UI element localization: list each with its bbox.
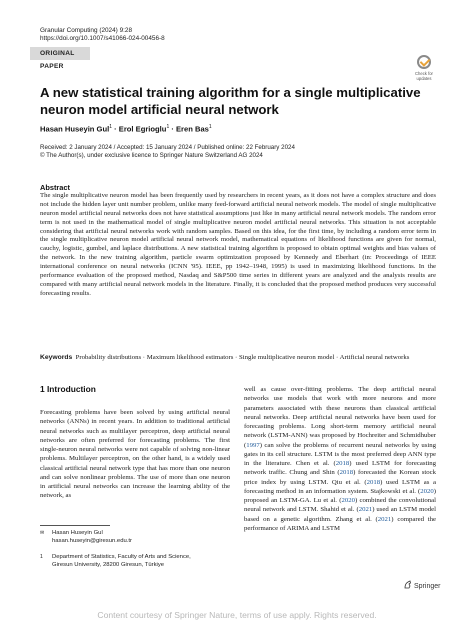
footnote-author-name: Hasan Huseyin Gul [52, 530, 103, 536]
keywords-list: Probability distributions · Maximum likelihood estimators · Single multiplicative neuron model · Artificial neural networks [75, 354, 410, 361]
check-updates-line2: updates [416, 76, 432, 81]
corresponding-author-footnote [40, 530, 132, 545]
author-name[interactable]: Erol Egrioglu [118, 124, 167, 134]
envelope-icon: ✉ [40, 530, 45, 536]
affiliation-line1: Department of Statistics, Faculty of Arts and Science, [52, 554, 191, 560]
author-list [40, 124, 212, 134]
affiliation-mark: 1 [208, 124, 212, 130]
abstract-text: The single multiplicative neuron model has been frequently used by researchers in recent years, as it does not have a complex structure and does not include the hidden layer unit number problem, unlike many feed-forward artificial neural network models. The model of single multiplicative neuron model artificial neural networks does not have statistical assumptions just like in many artificial neural network models. The random error term is not used in the mathematical model of single multiplicative neuron model artificial neural networks. This situation is not acceptable considering that artificial neural networks work with random samples. Based on this idea, for the first time, by including a random error term in the single multiplicative neuron model artificial neural network model, mathematical equations of likelihood functions are given for normal, cauchy, logistic, gumbel, and laplace distributions. A new statistical training algorithm is proposed to obtain optimal weights and bias values of the network. In the new training algorithm, particle swarm optimization proposed by Kennedy and Eberhart (in: Proceedings of IEEE international conference on neural networks (ICNN '95). IEEE, pp 1942–1948, 1995) is used in maximizing likelihood functions. In the performance evaluation of the proposed method, Nasdaq and S&P500 time series in different years are analyzed and the analysis results are compared with many artificial neural network models in the literature. Finally, it is concluded that the proposed method produces very successful forecasting results. [40, 192, 436, 297]
keywords [40, 353, 436, 362]
paper-type-label: ORIGINAL PAPER [30, 47, 90, 60]
citation-link[interactable]: 2020 [420, 487, 434, 495]
watermark-text: Content courtesy of Springer Nature, terms of use apply. Rights reserved. [97, 610, 377, 620]
history-dates: Received: 2 January 2024 / Accepted: 15 January 2024 / Published online: 22 February 2024 [40, 144, 295, 151]
journal-citation: Granular Computing (2024) 9:28 [40, 27, 133, 34]
citation-link[interactable]: 2021 [358, 506, 373, 514]
citation-link[interactable]: 2018 [339, 469, 354, 477]
author-name[interactable]: Eren Bas [175, 124, 209, 134]
doi-link[interactable]: https://doi.org/10.1007/s41066-024-00456-8 [40, 35, 165, 42]
intro-right-column [244, 385, 436, 533]
body-text: ) forecasted the Korean stock price index by using LSTM. Qiu et al. ( [244, 469, 437, 486]
keywords-label: Keywords [40, 354, 73, 361]
body-text: ) combined the convolutional neural network and LSTM. Shahid et al. ( [244, 497, 437, 514]
citation-link[interactable]: 2018 [366, 478, 381, 486]
affiliation-number: 1 [40, 554, 43, 560]
author-separator: · [169, 124, 176, 134]
intro-left-column: Forecasting problems have been solved by using artificial neural networks (ANNs) in recent years. In addition to traditional artificial neural networks such as multilayer perceptron, deep artificial neural networks are often preferred for forecasting problems. The first single-neuron neural networks were not capable of solving non-linear problems. Multilayer perceptron, on the other hand, is a widely used classical artificial neural network type that has more than one neuron and can solve nonlinear problems. The use of more than one neuron in artificial neural networks can increase the learning ability of the network, as [40, 409, 230, 500]
springer-horse-icon [404, 580, 412, 589]
body-text: well as cause over-fitting problems. The deep artificial neural networks use models that work with more neurons and more parameters associated with these neurons than classical artificial neural networks. Deep artificial neural networks have been used for forecasting problems. Long short-term memory artificial neural network (LSTM-ANN) was proposed by Hochreiter and Schmidhuber ( [244, 386, 436, 449]
affiliation-line2: Giresun University, 28200 Giresun, Türkiye [52, 561, 165, 568]
abstract-heading: Abstract [40, 183, 70, 192]
affiliation-mark: 1 [109, 124, 112, 130]
check-for-updates-badge[interactable] [409, 55, 439, 87]
citation-link[interactable]: 1997 [246, 441, 260, 449]
copyright-line: © The Author(s), under exclusive licence to Springer Nature Switzerland AG 2024 [40, 152, 263, 160]
author-name[interactable]: Hasan Huseyin Gul [40, 124, 110, 134]
body-text: ) used an LSTM model based on a genetic algorithm. Zhang et al. ( [244, 506, 436, 523]
author-separator: · [112, 124, 119, 134]
body-text: ) compared the performance of ARIMA and LSTM [244, 515, 436, 532]
citation-link[interactable]: 2021 [377, 515, 392, 523]
affiliation-mark: 1 [166, 124, 170, 130]
article-title: A new statistical training algorithm for a single multiplicative neuron model artificial neural network [40, 85, 421, 117]
body-text: ) proposed an LSTM-GA. Lu et al. ( [244, 487, 436, 504]
body-text: ) used LSTM for forecasting network traffic. Chung and Shin ( [244, 460, 436, 477]
body-text: ) can solve the problems of recurrent neural networks by using gates in its cell structure. LSTM is the most preferred deep ANN type in the literature. Chen et al. ( [244, 441, 436, 467]
check-updates-line1: Check for [415, 71, 433, 76]
check-updates-icon [417, 55, 431, 69]
citation-link[interactable]: 2020 [341, 497, 356, 504]
publication-dates [40, 144, 295, 160]
affiliation-footnote [40, 554, 191, 569]
citation-link[interactable]: 2018 [335, 460, 350, 467]
publisher-logo [404, 580, 440, 590]
publisher-name: Springer [414, 583, 441, 590]
section-heading-introduction: 1 Introduction [40, 384, 96, 394]
footnote-email[interactable]: hasan.huseyin@giresun.edu.tr [52, 537, 132, 544]
footnote-divider [40, 525, 110, 526]
body-text: ) used LSTM as a forecasting method in an information system. Stajkowski et al. ( [244, 478, 436, 495]
